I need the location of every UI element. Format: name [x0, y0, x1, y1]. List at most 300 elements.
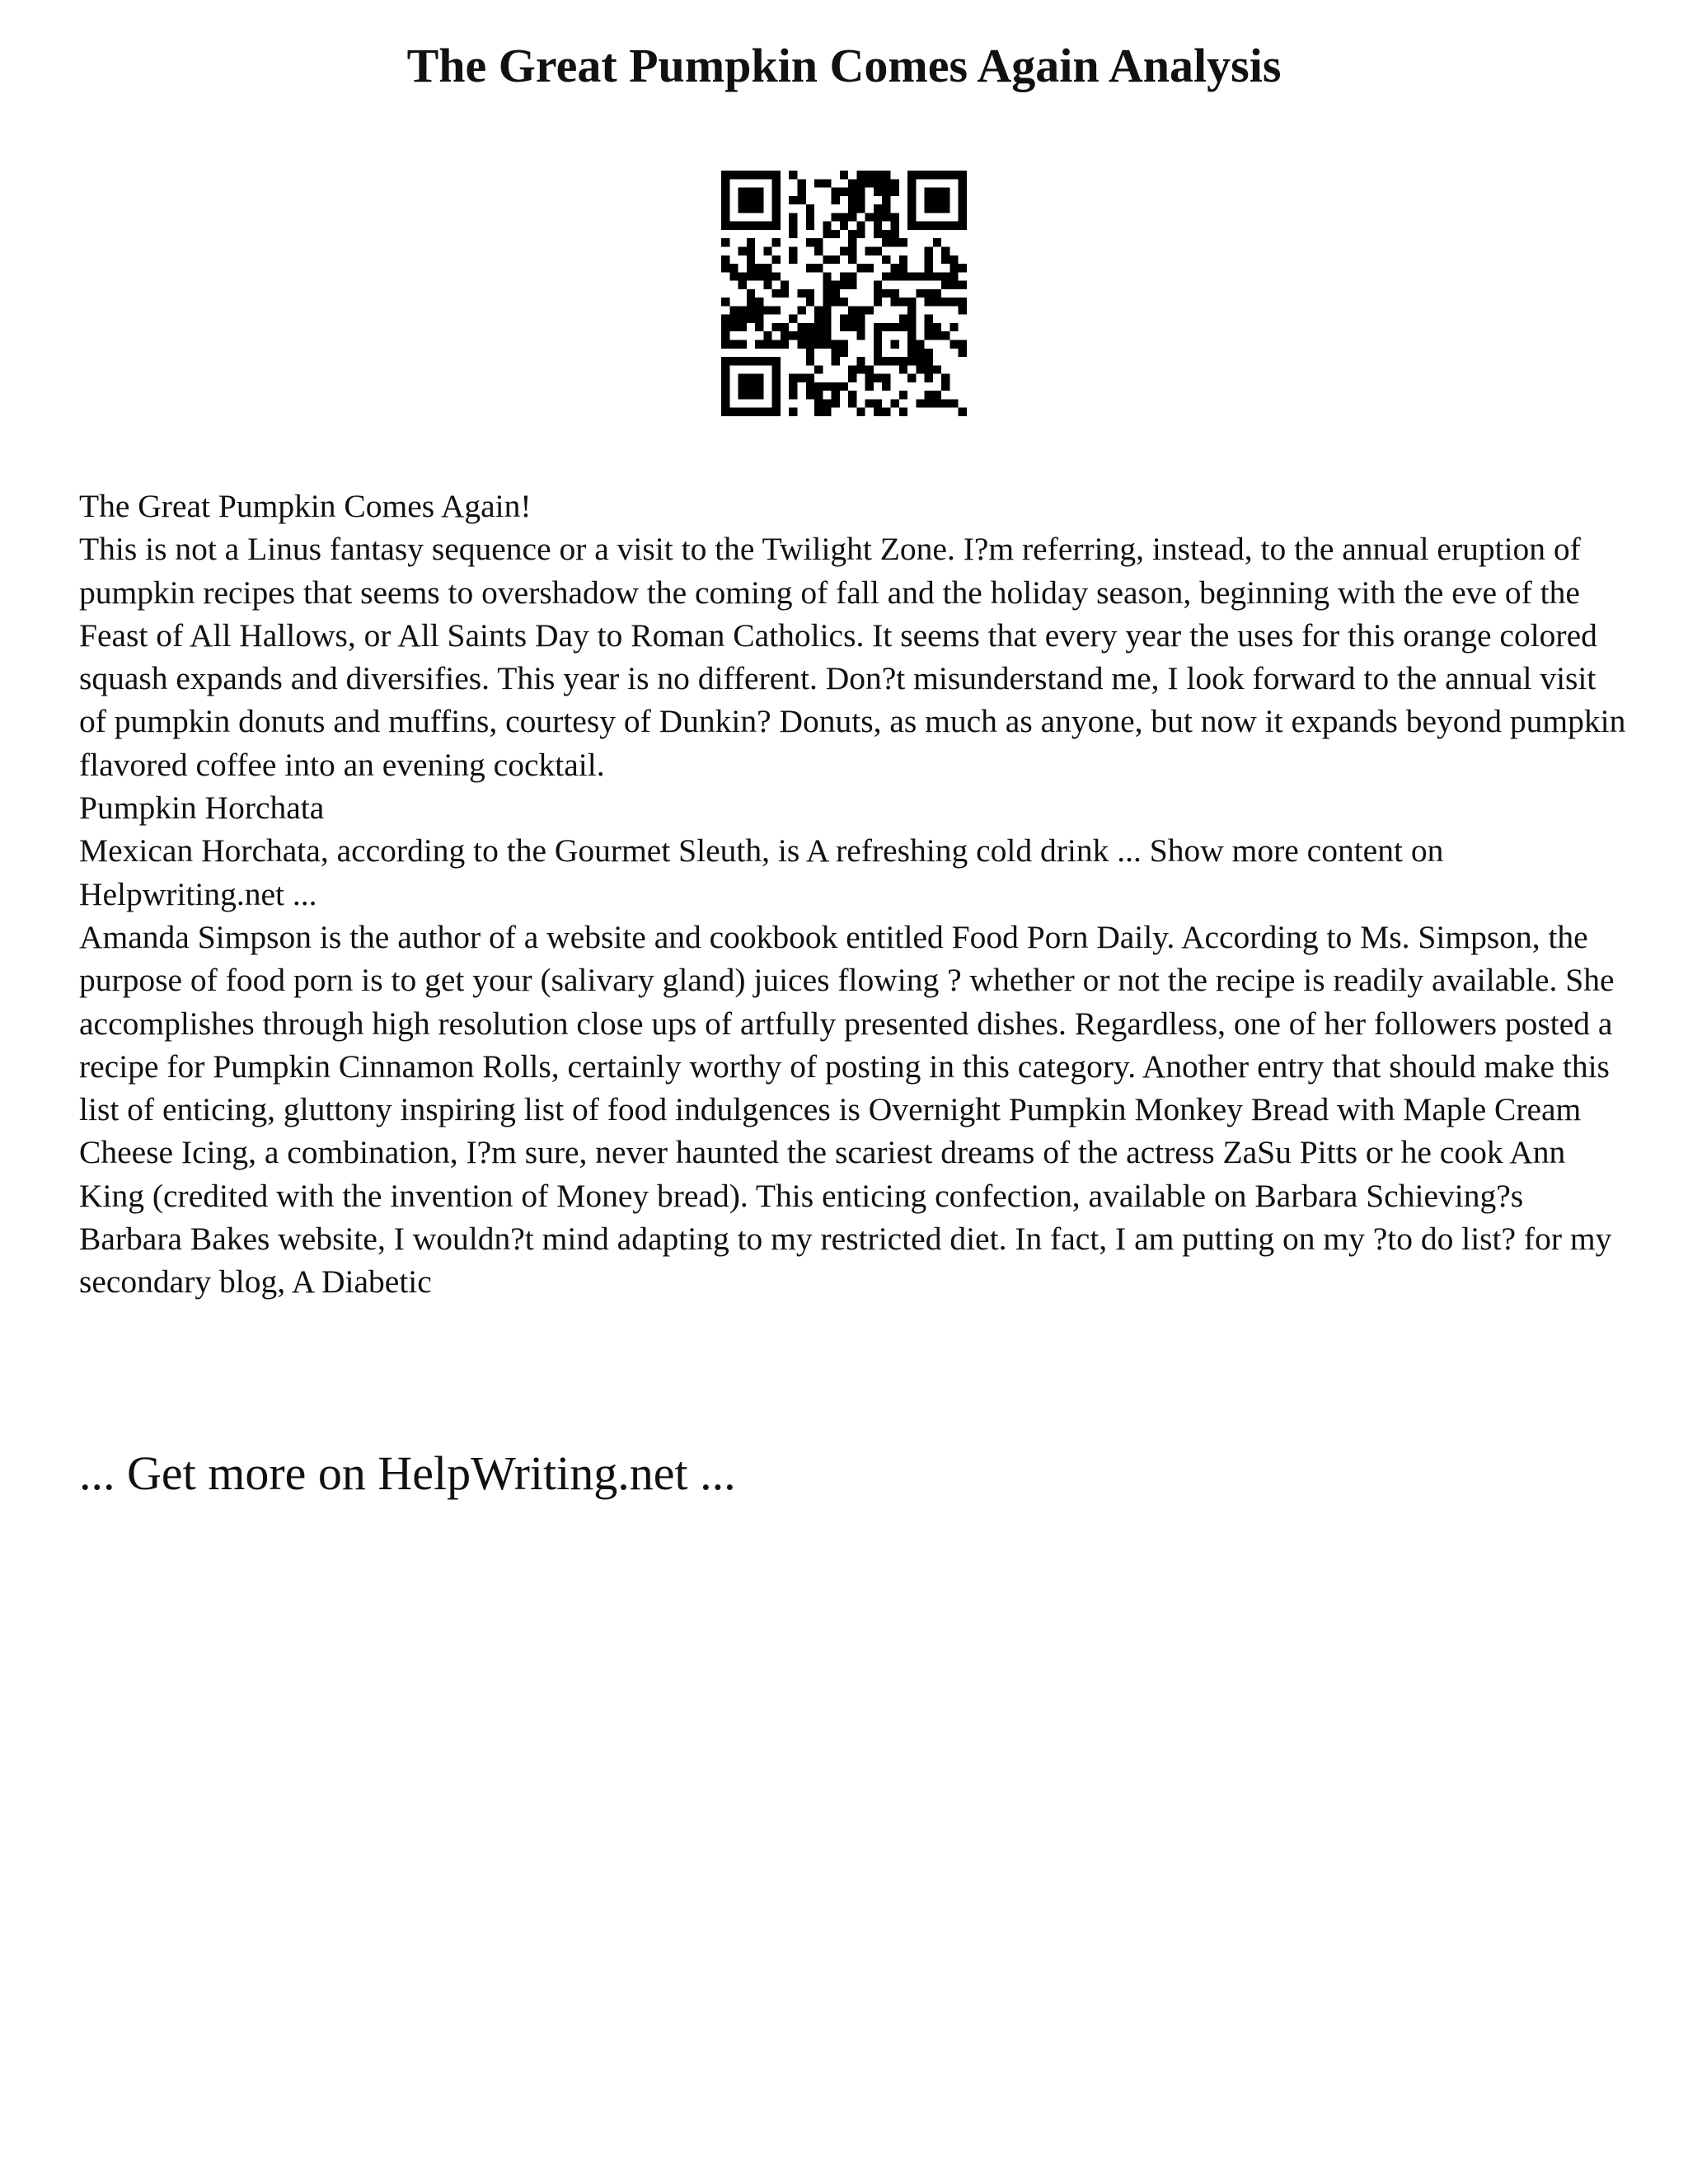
qr-module — [721, 213, 729, 221]
qr-module — [925, 357, 933, 365]
qr-module — [865, 264, 874, 272]
qr-module — [933, 289, 941, 298]
qr-module — [763, 340, 771, 349]
qr-module — [907, 171, 916, 179]
qr-module — [789, 222, 797, 230]
qr-module — [781, 340, 789, 349]
qr-module — [950, 171, 958, 179]
qr-module — [832, 340, 840, 349]
qr-module — [832, 391, 840, 399]
qr-module — [747, 255, 755, 264]
qr-module — [959, 264, 967, 272]
qr-module — [891, 289, 899, 298]
qr-module — [738, 188, 747, 196]
qr-module — [840, 281, 848, 289]
qr-module — [959, 213, 967, 221]
qr-module — [907, 272, 916, 280]
qr-module — [848, 306, 856, 314]
qr-module — [832, 298, 840, 306]
qr-module — [907, 196, 916, 204]
qr-module — [882, 204, 890, 213]
qr-module — [797, 188, 805, 196]
qr-module — [789, 315, 797, 323]
qr-module — [959, 281, 967, 289]
qr-module — [772, 171, 781, 179]
qr-module — [891, 298, 899, 306]
qr-module — [806, 331, 814, 340]
qr-module — [755, 323, 763, 331]
qr-module — [738, 391, 747, 399]
qr-module — [772, 365, 781, 373]
qr-module — [738, 281, 747, 289]
qr-module — [832, 213, 840, 221]
qr-module — [772, 255, 781, 264]
qr-module — [840, 382, 848, 391]
qr-module — [925, 188, 933, 196]
qr-module — [848, 238, 856, 246]
qr-module — [823, 340, 831, 349]
qr-module — [747, 272, 755, 280]
qr-module — [721, 391, 729, 399]
qr-module — [848, 399, 856, 407]
qr-module — [738, 315, 747, 323]
qr-module — [907, 306, 916, 314]
page-title: The Great Pumpkin Comes Again Analysis — [406, 39, 1282, 92]
qr-module — [874, 357, 882, 365]
qr-module — [941, 331, 950, 340]
qr-module — [950, 222, 958, 230]
qr-module — [823, 272, 831, 280]
qr-module — [925, 391, 933, 399]
qr-module — [797, 196, 805, 204]
qr-module — [907, 357, 916, 365]
qr-module — [721, 222, 729, 230]
qr-module — [882, 272, 890, 280]
qr-module — [882, 230, 890, 238]
qr-module — [840, 272, 848, 280]
qr-module — [823, 408, 831, 416]
qr-module — [772, 306, 781, 314]
qr-module — [832, 357, 840, 365]
qr-module — [933, 399, 941, 407]
qr-module — [907, 204, 916, 213]
qr-module — [848, 365, 856, 373]
qr-module — [763, 222, 771, 230]
qr-module — [856, 222, 865, 230]
qr-module — [738, 374, 747, 382]
qr-module — [814, 340, 823, 349]
qr-module — [941, 374, 950, 382]
paragraph-simpson: Amanda Simpson is the author of a website and cookbook entitled Food Porn Daily. According to Ms. Simpson, the purpose of food porn is to get your (salivary gland) juices flowing ? whether or not the recipe is readily available. She accomplishes through high resolution close ups of artfully presented dishes. Regardless, one of her followers posted a recipe for Pumpkin Cinnamon Rolls, certainly worthy of posting in this category. Another entry that should make this list of enticing, gluttony inspiring list of food indulgences is Overnight Pumpkin Monkey Bread with Maple Cream Cheese Icing, a combination, I?m sure, never haunted the scariest dreams of the actress ZaSu Pitts or he cook Ann King (credited with the invention of Money bread). This enticing confection, available on Barbara Schieving?s Barbara Bakes website, I wouldn?t mind adapting to my restricted diet. In fact, I am putting on my ?to do list? for my secondary blog, A Diabetic — [79, 918, 1615, 1301]
qr-module — [925, 365, 933, 373]
qr-module — [959, 179, 967, 187]
qr-module — [933, 238, 941, 246]
qr-module — [755, 391, 763, 399]
qr-module — [755, 272, 763, 280]
qr-module — [797, 179, 805, 187]
qr-module — [959, 306, 967, 314]
qr-module — [865, 213, 874, 221]
qr-module — [806, 238, 814, 246]
qr-module — [848, 204, 856, 213]
qr-module — [899, 365, 907, 373]
qr-module — [721, 408, 729, 416]
qr-module — [747, 289, 755, 298]
qr-module — [729, 222, 738, 230]
qr-module — [781, 323, 789, 331]
qr-module — [755, 171, 763, 179]
qr-module — [941, 281, 950, 289]
paragraph-subheading: Pumpkin Horchata — [79, 790, 325, 827]
qr-module — [874, 188, 882, 196]
qr-module — [848, 255, 856, 264]
qr-module — [874, 408, 882, 416]
qr-module — [882, 323, 890, 331]
qr-module — [814, 306, 823, 314]
qr-module — [874, 204, 882, 213]
qr-module — [747, 171, 755, 179]
qr-module — [772, 238, 781, 246]
qr-module — [865, 171, 874, 179]
qr-module — [806, 213, 814, 221]
qr-module — [755, 264, 763, 272]
qr-module — [959, 340, 967, 349]
qr-module — [865, 306, 874, 314]
qr-module — [789, 230, 797, 238]
qr-module — [856, 408, 865, 416]
qr-module — [840, 349, 848, 357]
qr-module — [738, 408, 747, 416]
qr-module — [729, 340, 738, 349]
qr-module — [882, 188, 890, 196]
qr-module — [950, 281, 958, 289]
qr-module — [925, 264, 933, 272]
qr-module — [823, 230, 831, 238]
qr-module — [840, 340, 848, 349]
qr-module — [882, 382, 890, 391]
qr-module — [891, 188, 899, 196]
qr-module — [916, 340, 924, 349]
qr-module — [814, 323, 823, 331]
qr-module — [721, 315, 729, 323]
qr-module — [941, 382, 950, 391]
qr-module — [925, 298, 933, 306]
qr-module — [959, 188, 967, 196]
qr-module — [941, 298, 950, 306]
qr-module — [907, 340, 916, 349]
qr-module — [874, 331, 882, 340]
qr-module — [755, 340, 763, 349]
qr-module — [729, 357, 738, 365]
qr-module — [882, 357, 890, 365]
qr-module — [747, 408, 755, 416]
qr-module — [925, 349, 933, 357]
qr-module — [848, 315, 856, 323]
qr-module — [806, 264, 814, 272]
qr-module — [832, 289, 840, 298]
qr-module — [814, 391, 823, 399]
qr-module — [763, 357, 771, 365]
qr-module — [874, 222, 882, 230]
qr-module — [925, 323, 933, 331]
qr-module — [729, 306, 738, 314]
qr-module — [941, 246, 950, 255]
qr-module — [907, 315, 916, 323]
qr-module — [721, 171, 729, 179]
qr-module — [840, 188, 848, 196]
qr-module — [941, 255, 950, 264]
qr-module — [721, 340, 729, 349]
qr-module — [874, 246, 882, 255]
qr-module — [747, 382, 755, 391]
qr-module — [721, 179, 729, 187]
qr-module — [848, 391, 856, 399]
qr-module — [763, 171, 771, 179]
qr-module — [882, 238, 890, 246]
qr-module — [950, 399, 958, 407]
qr-module — [933, 298, 941, 306]
qr-module — [832, 399, 840, 407]
qr-module — [772, 357, 781, 365]
qr-module — [772, 272, 781, 280]
qr-module — [806, 391, 814, 399]
qr-module — [891, 399, 899, 407]
qr-module — [950, 340, 958, 349]
qr-module — [814, 408, 823, 416]
qr-module — [747, 298, 755, 306]
qr-module — [797, 331, 805, 340]
qr-module — [823, 315, 831, 323]
qr-module — [848, 196, 856, 204]
qr-module — [950, 298, 958, 306]
qr-module — [959, 196, 967, 204]
qr-module — [763, 281, 771, 289]
qr-module — [729, 264, 738, 272]
qr-module — [789, 246, 797, 255]
qr-module — [899, 323, 907, 331]
qr-module — [763, 331, 771, 340]
qr-module — [840, 315, 848, 323]
qr-module — [916, 365, 924, 373]
qr-module — [907, 213, 916, 221]
qr-module — [755, 298, 763, 306]
qr-module — [941, 171, 950, 179]
qr-module — [832, 196, 840, 204]
qr-module — [950, 272, 958, 280]
paragraph-horchata: Mexican Horchata, according to the Gourmet Sleuth, is A refreshing cold drink ... Show more content on Helpwriting.net ... — [79, 832, 1444, 912]
qr-module — [823, 289, 831, 298]
qr-module — [721, 188, 729, 196]
qr-module — [899, 357, 907, 365]
qr-module — [747, 238, 755, 246]
qr-module — [959, 204, 967, 213]
qr-module — [950, 264, 958, 272]
qr-module — [848, 246, 856, 255]
qr-module — [789, 255, 797, 264]
qr-module — [907, 349, 916, 357]
qr-module — [882, 213, 890, 221]
qr-module — [721, 255, 729, 264]
qr-module — [856, 188, 865, 196]
qr-module — [814, 179, 823, 187]
qr-module — [899, 298, 907, 306]
qr-module — [755, 315, 763, 323]
qr-module — [772, 374, 781, 382]
qr-module — [882, 408, 890, 416]
qr-module — [789, 408, 797, 416]
qr-module — [856, 196, 865, 204]
qr-module — [916, 289, 924, 298]
qr-module — [806, 323, 814, 331]
qr-module — [721, 374, 729, 382]
qr-module — [925, 222, 933, 230]
qr-module — [925, 331, 933, 340]
qr-module — [874, 349, 882, 357]
qr-module — [738, 340, 747, 349]
qr-module — [874, 171, 882, 179]
qr-module — [916, 399, 924, 407]
qr-module — [959, 222, 967, 230]
qr-module — [848, 272, 856, 280]
qr-module — [823, 382, 831, 391]
qr-module — [789, 213, 797, 221]
qr-module — [933, 222, 941, 230]
qr-module — [840, 246, 848, 255]
qr-module — [747, 246, 755, 255]
qr-module — [874, 323, 882, 331]
qr-module — [865, 246, 874, 255]
qr-module — [823, 222, 831, 230]
qr-module — [814, 315, 823, 323]
qr-module — [747, 188, 755, 196]
qr-module — [738, 171, 747, 179]
qr-module — [941, 399, 950, 407]
qr-module — [840, 213, 848, 221]
qr-module — [738, 323, 747, 331]
qr-module — [806, 298, 814, 306]
qr-module — [721, 331, 729, 340]
qr-module — [832, 281, 840, 289]
qr-module — [840, 222, 848, 230]
get-more-link[interactable]: ... Get more on HelpWriting.net ... — [79, 1446, 736, 1500]
qr-module — [789, 196, 797, 204]
qr-code-graphic — [721, 171, 967, 416]
qr-module — [848, 323, 856, 331]
qr-module — [781, 331, 789, 340]
qr-module — [848, 374, 856, 382]
qr-module — [814, 365, 823, 373]
qr-module — [823, 281, 831, 289]
qr-module — [789, 391, 797, 399]
qr-module — [814, 264, 823, 272]
qr-module — [806, 382, 814, 391]
qr-module — [755, 408, 763, 416]
qr-module — [933, 204, 941, 213]
qr-module — [823, 255, 831, 264]
qr-module — [856, 171, 865, 179]
qr-module — [721, 365, 729, 373]
qr-module — [806, 204, 814, 213]
qr-module — [856, 179, 865, 187]
qr-module — [856, 306, 865, 314]
qr-module — [899, 238, 907, 246]
qr-module — [856, 331, 865, 340]
qr-module — [856, 204, 865, 213]
qr-module — [747, 357, 755, 365]
qr-module — [832, 382, 840, 391]
qr-module — [763, 264, 771, 272]
qr-module — [933, 391, 941, 399]
qr-module — [755, 188, 763, 196]
qr-module — [848, 179, 856, 187]
qr-module — [891, 357, 899, 365]
qr-module — [738, 382, 747, 391]
qr-module — [899, 264, 907, 272]
qr-module — [781, 281, 789, 289]
qr-module — [763, 306, 771, 314]
qr-module — [899, 272, 907, 280]
qr-module — [729, 272, 738, 280]
qr-module — [925, 246, 933, 255]
qr-module — [891, 222, 899, 230]
qr-module — [925, 374, 933, 382]
qr-module — [729, 171, 738, 179]
qr-module — [721, 323, 729, 331]
qr-module — [772, 196, 781, 204]
qr-module — [882, 374, 890, 382]
qr-module — [959, 298, 967, 306]
qr-module — [874, 281, 882, 289]
qr-module — [772, 289, 781, 298]
qr-module — [789, 374, 797, 382]
qr-module — [856, 230, 865, 238]
qr-module — [891, 340, 899, 349]
qr-module — [899, 315, 907, 323]
qr-module — [738, 272, 747, 280]
paragraph-heading: The Great Pumpkin Comes Again! — [79, 488, 532, 524]
qr-module — [738, 246, 747, 255]
qr-module — [856, 365, 865, 373]
qr-module — [899, 255, 907, 264]
qr-module — [755, 196, 763, 204]
qr-module — [907, 323, 916, 331]
qr-module — [874, 289, 882, 298]
qr-module — [874, 340, 882, 349]
qr-module — [738, 222, 747, 230]
qr-module — [755, 357, 763, 365]
qr-module — [755, 382, 763, 391]
qr-module — [721, 357, 729, 365]
qr-module — [891, 238, 899, 246]
qr-module — [772, 391, 781, 399]
qr-module — [882, 179, 890, 187]
qr-module — [865, 374, 874, 382]
qr-module — [747, 196, 755, 204]
qr-module — [941, 222, 950, 230]
qr-module — [874, 399, 882, 407]
qr-module — [729, 315, 738, 323]
qr-module — [856, 264, 865, 272]
qr-module — [874, 374, 882, 382]
qr-module — [806, 374, 814, 382]
qr-module — [959, 171, 967, 179]
qr-module — [933, 171, 941, 179]
qr-module — [933, 188, 941, 196]
qr-module — [925, 255, 933, 264]
qr-module — [933, 365, 941, 373]
qr-module — [763, 246, 771, 255]
qr-module — [891, 323, 899, 331]
